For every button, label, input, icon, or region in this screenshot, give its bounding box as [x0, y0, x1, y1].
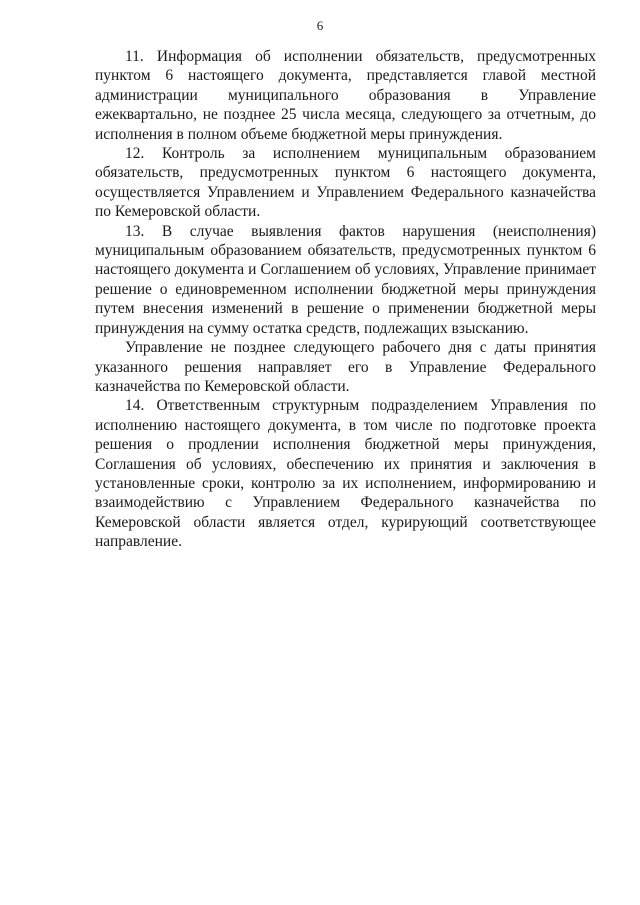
paragraph-13: 13. В случае выявления фактов нарушения (неисполнения) муниципальным образованием обязательств, предусмотренных пунктом 6 настоящего документа и Соглашением об условиях, Управление принимает решение о единовременном исполнении бюджетной меры принуждения путем внесения изменений в решение о применении бюджетной меры принуждения на сумму остатка средств, подлежащих взысканию.: [95, 222, 596, 337]
paragraph-13-continuation: Управление не позднее следующего рабочего дня с даты принятия указанного решения направляет его в Управление Федерального казначейства по Кемеровской области.: [95, 339, 596, 395]
page-number: 6: [316, 18, 324, 33]
paragraph-12: 12. Контроль за исполнением муниципальным образованием обязательств, предусмотренных пунктом 6 настоящего документа, осуществляется Управлением и Управлением Федерального казначейства по Кемеровской области.: [95, 145, 596, 221]
document-body: [95, 47, 596, 552]
paragraph-11: 11. Информация об исполнении обязательств, предусмотренных пунктом 6 настоящего документа, представляется главой местной администрации муниципального образования в Управление ежеквартально, не позднее 25 числа месяца, следующего за отчетным, до исполнения в полном объеме бюджетной меры принуждения.: [95, 48, 596, 143]
paragraph-14: 14. Ответственным структурным подразделением Управления по исполнению настоящего документа, в том числе по подготовке проекта решения о продлении исполнения бюджетной меры принуждения, Соглашения об условиях, обеспечению их принятия и заключения в установленные сроки, контролю за их исполнением, информированию и взаимодействию с Управлением Федерального казначейства по Кемеровской области является отдел, курирующий соответствующее направление.: [95, 397, 596, 551]
